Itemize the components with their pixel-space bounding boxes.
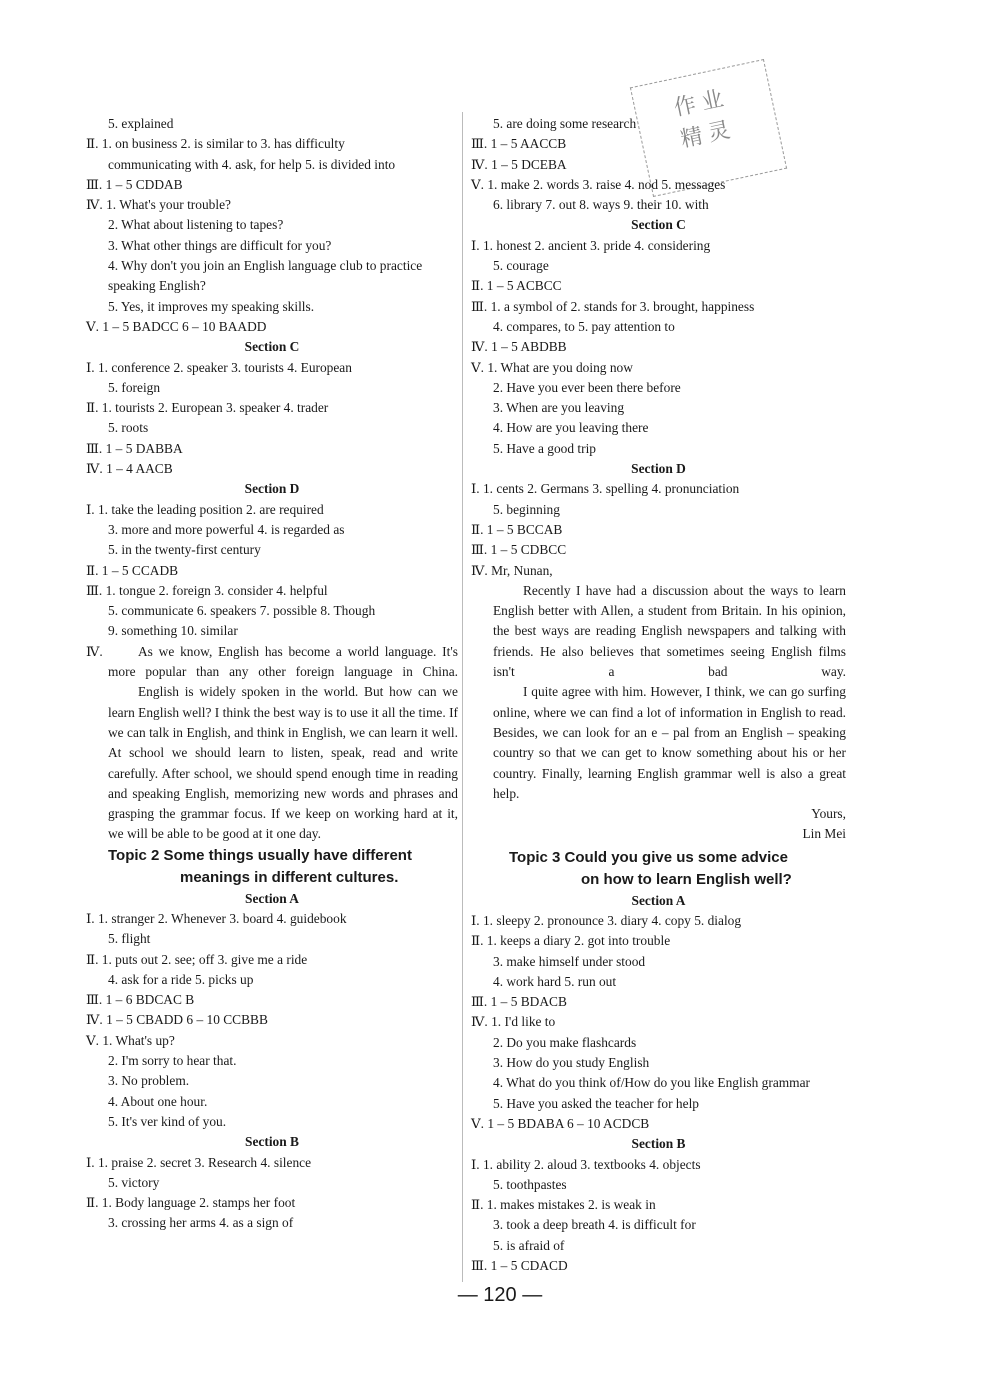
topic2-title-line1: Topic 2 Some things usually have different xyxy=(108,846,412,864)
answer-line: Ⅳ. 1 – 5 DCEBA xyxy=(471,156,567,172)
answer-line: Ⅲ. 1 – 6 BDCAC B xyxy=(86,992,195,1008)
answer-line: Ⅰ. 1. praise 2. secret 3. Research 4. silence xyxy=(86,1154,312,1170)
answer-line: 3. When are you leaving xyxy=(493,400,625,416)
answer-line: 9. something 10. similar xyxy=(108,623,238,639)
stamp-text-2: 精灵 xyxy=(678,116,739,153)
left-column xyxy=(86,114,458,1234)
essay-label xyxy=(86,642,458,662)
answer-line: Ⅲ. 1 – 5 CDBCC xyxy=(471,542,567,558)
page-number: — 120 — xyxy=(457,1284,543,1306)
section-heading: Section A xyxy=(631,892,686,908)
right-column xyxy=(471,114,846,1276)
answer-line: Ⅱ. 1. makes mistakes 2. is weak in xyxy=(471,1197,656,1213)
section-heading: Section C xyxy=(244,339,300,355)
answer-line: Ⅰ. 1. stranger 2. Whenever 3. board 4. guidebook xyxy=(86,910,347,926)
answer-line: 3. crossing her arms 4. as a sign of xyxy=(108,1215,294,1231)
letter-paragraph-1: Recently I have had a discussion about the ways to learn English better with Allen, a student from Britain. In his opinion, the best ways are reading English newspapers and talking with friends. He also believes that sometimes seeing English films isn't a bad way. xyxy=(493,582,846,680)
letter-closing: Yours, xyxy=(811,806,846,822)
answer-line: 5. toothpastes xyxy=(493,1176,567,1192)
topic2-title-line2: meanings in different cultures. xyxy=(180,868,399,886)
answer-line: 2. Have you ever been there before xyxy=(493,379,681,395)
answer-line: Ⅲ. 1 – 5 CDDAB xyxy=(86,176,183,192)
answer-line: 4. ask for a ride 5. picks up xyxy=(108,971,254,987)
answer-line: 5. roots xyxy=(108,420,149,436)
column-divider xyxy=(462,112,463,1282)
answer-line: 5. beginning xyxy=(493,501,560,517)
answer-line: speaking English? xyxy=(108,278,206,294)
answer-line: 5. Yes, it improves my speaking skills. xyxy=(108,298,315,314)
topic3-title-line2: on how to learn English well? xyxy=(581,870,792,888)
answer-line: Ⅲ. 1 – 5 BDACB xyxy=(471,994,567,1010)
answer-line: Ⅰ. 1. take the leading position 2. are required xyxy=(86,501,324,517)
answer-line: communicating with 4. ask, for help 5. is divided into xyxy=(108,156,396,172)
answer-line: 5. It's ver kind of you. xyxy=(108,1113,227,1129)
answer-line: Ⅲ. 1. a symbol of 2. stands for 3. brought, happiness xyxy=(471,298,755,314)
essay-paragraph-1: As we know, English has become a world language. It's more popular than any other foreign language in China. xyxy=(108,643,458,680)
answer-line: 4. compares, to 5. pay attention to xyxy=(493,318,675,334)
letter-paragraph-2: I quite agree with him. However, I think, we can go surfing online, where we can find a lot of information in English to read. Besides, we can look for an e – pal from an English – speaking country so that we can get to know something about his or her country. Finally, learning English grammar well is also a great help. xyxy=(493,684,846,801)
answer-line: Ⅴ. 1. make 2. words 3. raise 4. nod 5. messages xyxy=(471,176,726,192)
answer-line: 5. in the twenty-first century xyxy=(108,542,261,558)
answer-line: Ⅰ. 1. conference 2. speaker 3. tourists 4. European xyxy=(86,359,352,375)
letter-signature: Lin Mei xyxy=(802,826,846,842)
answer-line: Ⅱ. 1. on business 2. is similar to 3. has difficulty xyxy=(86,136,345,152)
answer-line: Ⅳ. 1. What's your trouble? xyxy=(86,197,231,213)
answer-line: 2. I'm sorry to hear that. xyxy=(108,1053,237,1069)
answer-line: Ⅲ. 1 – 5 CDACD xyxy=(471,1258,568,1274)
stamp-text-1: 作业 xyxy=(671,85,732,122)
answer-line: Ⅲ. 1. tongue 2. foreign 3. consider 4. helpful xyxy=(86,582,328,598)
answer-line: 2. What about listening to tapes? xyxy=(108,217,284,233)
answer-line: Ⅰ. 1. ability 2. aloud 3. textbooks 4. objects xyxy=(471,1156,701,1172)
answer-line: 6. library 7. out 8. ways 9. their 10. with xyxy=(493,197,709,213)
essay-roman: Ⅳ. xyxy=(86,643,103,659)
answer-line: Ⅱ. 1 – 5 ACBCC xyxy=(471,278,562,294)
section-heading: Section A xyxy=(245,890,299,906)
essay-paragraph-2: English is widely spoken in the world. But how can we learn English well? I think the best way is to use it all the time. If we can talk in English, and think in English, we can learn it well. At school we should learn to listen, speak, read and write carefully. After school, we should spend enough time in reading and speaking English, memorizing new words and phrases and grasping the grammar focus. If we keep on working hard at it, we will be able to be good at it one day. xyxy=(108,684,458,842)
answer-line: 4. What do you think of/How do you like English grammar xyxy=(493,1075,810,1091)
answer-line: Ⅱ. 1. tourists 2. European 3. speaker 4. trader xyxy=(86,400,329,416)
section-heading: Section C xyxy=(631,217,686,233)
answer-line: Ⅱ. 1. Body language 2. stamps her foot xyxy=(86,1195,296,1211)
answer-line: 3. What other things are difficult for you? xyxy=(108,237,332,253)
answer-line: Ⅴ. 1. What are you doing now xyxy=(471,359,633,375)
answer-line: 4. Why don't you join an English language club to practice xyxy=(108,258,423,274)
answer-line: 2. Do you make flashcards xyxy=(493,1034,637,1050)
answer-line: Ⅳ. 1 – 5 ABDBB xyxy=(471,339,567,355)
left-answer-list-2 xyxy=(86,889,458,1234)
section-heading: Section D xyxy=(244,481,300,497)
answer-line: Ⅱ. 1. puts out 2. see; off 3. give me a ride xyxy=(86,951,308,967)
answer-line: Ⅳ. 1 – 5 CBADD 6 – 10 CCBBB xyxy=(86,1012,268,1028)
answer-line: Ⅱ. 1. keeps a diary 2. got into trouble xyxy=(471,933,671,949)
answer-line: 5. courage xyxy=(493,258,549,274)
right-answer-list xyxy=(471,114,846,581)
answer-line: 3. took a deep breath 4. is difficult for xyxy=(493,1217,696,1233)
answer-line: 5. victory xyxy=(108,1174,160,1190)
answer-line: 4. work hard 5. run out xyxy=(493,973,617,989)
answer-line: Ⅲ. 1 – 5 DABBA xyxy=(86,440,183,456)
answer-line: Ⅰ. 1. cents 2. Germans 3. spelling 4. pronunciation xyxy=(471,481,740,497)
answer-line: Ⅴ. 1. What's up? xyxy=(86,1032,175,1048)
right-answer-list-2 xyxy=(471,891,846,1277)
answer-line: 5. explained xyxy=(108,116,174,131)
answer-line: 5. Have a good trip xyxy=(493,440,597,456)
answer-line: Ⅱ. 1 – 5 BCCAB xyxy=(471,521,563,537)
answer-line: Ⅱ. 1 – 5 CCADB xyxy=(86,562,179,578)
answer-line: Ⅴ. 1 – 5 BADCC 6 – 10 BAADD xyxy=(86,318,267,334)
answer-line: Ⅰ. 1. honest 2. ancient 3. pride 4. considering xyxy=(471,237,711,253)
answer-line: 5. foreign xyxy=(108,379,161,395)
answer-line: 3. make himself under stood xyxy=(493,953,646,969)
answer-line: 3. more and more powerful 4. is regarded as xyxy=(108,521,345,537)
section-heading: Section B xyxy=(245,1134,299,1150)
answer-line: 4. How are you leaving there xyxy=(493,420,649,436)
section-heading: Section B xyxy=(631,1136,686,1152)
answer-line: Ⅲ. 1 – 5 AACCB xyxy=(471,136,567,152)
answer-line: Ⅳ. 1 – 4 AACB xyxy=(86,461,173,477)
section-heading: Section D xyxy=(631,461,686,477)
answer-line: 5. Have you asked the teacher for help xyxy=(493,1095,699,1111)
answer-line: 3. How do you study English xyxy=(493,1055,650,1071)
answer-line: Ⅰ. 1. sleepy 2. pronounce 3. diary 4. copy 5. dialog xyxy=(471,912,742,928)
answer-line: Ⅴ. 1 – 5 BDABA 6 – 10 ACDCB xyxy=(471,1115,650,1131)
answer-line: Ⅳ. Mr, Nunan, xyxy=(471,562,553,578)
topic3-title-line1: Topic 3 Could you give us some advice xyxy=(509,848,788,866)
answer-line: Ⅳ. 1. I'd like to xyxy=(471,1014,556,1030)
answer-line: 5. are doing some research xyxy=(493,116,637,131)
answer-line: 4. About one hour. xyxy=(108,1093,208,1109)
left-answer-list xyxy=(86,114,458,642)
answer-line: 5. flight xyxy=(108,931,151,947)
answer-line: 5. is afraid of xyxy=(493,1237,565,1253)
answer-line: 5. communicate 6. speakers 7. possible 8. Though xyxy=(108,603,376,619)
answer-line: 3. No problem. xyxy=(108,1073,190,1089)
